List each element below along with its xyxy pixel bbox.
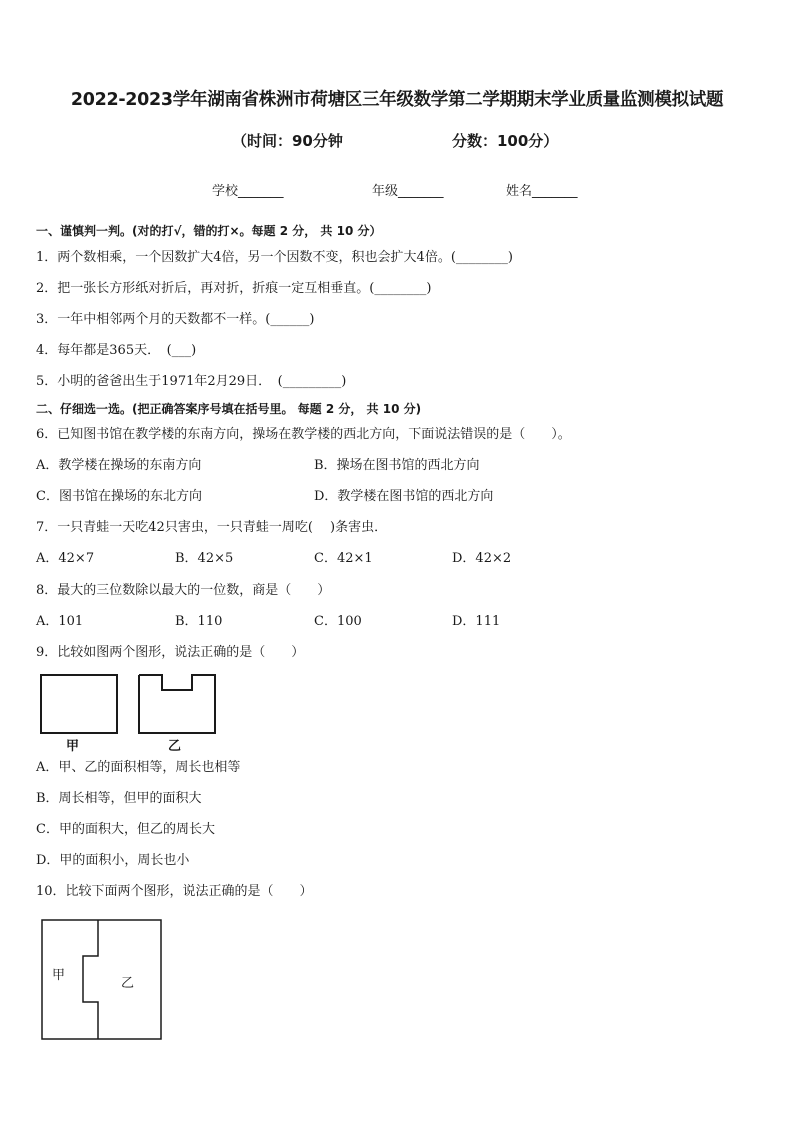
q7-option-d: D．42×2 bbox=[452, 551, 512, 566]
q9-option-b: B．周长相等，但甲的面积大 bbox=[36, 791, 202, 806]
section2-heading: 二、仔细选一选。(把正确答案序号填在括号里。 每题 2 分， 共 10 分) bbox=[36, 402, 422, 416]
q6-option-a: A．教学楼在操场的东南方向 bbox=[36, 458, 202, 473]
q8-option-c: C．100 bbox=[314, 614, 362, 629]
q7-option-b: B．42×5 bbox=[175, 551, 234, 566]
q9-option-d: D．甲的面积小，周长也小 bbox=[36, 853, 190, 868]
q6-option-b: B．操场在图书馆的西北方向 bbox=[314, 458, 480, 473]
question-8: 8．最大的三位数除以最大的一位数，商是（ ） bbox=[36, 583, 331, 598]
page-title: 2022-2023学年湖南省株洲市荷塘区三年级数学第二学期期末学业质量监测模拟试题 bbox=[70, 90, 724, 110]
question-7: 7．一只青蛙一天吃42只害虫，一只青蛙一周吃( )条害虫． bbox=[36, 520, 388, 535]
q8-option-d: D．111 bbox=[452, 614, 501, 629]
q9-shapes-figure bbox=[38, 672, 223, 736]
q9-label-yi: 乙 bbox=[168, 739, 182, 754]
school-field: 学校_______ bbox=[212, 184, 284, 199]
q9-option-a: A．甲、乙的面积相等，周长也相等 bbox=[36, 760, 241, 775]
q9-option-c: C．甲的面积大，但乙的周长大 bbox=[36, 822, 215, 837]
question-5: 5．小明的爸爸出生于1971年2月29日． (_________) bbox=[36, 374, 347, 389]
question-3: 3．一年中相邻两个月的天数都不一样。(______) bbox=[36, 312, 315, 327]
name-field: 姓名_______ bbox=[506, 184, 578, 199]
dividing-line bbox=[83, 920, 98, 1039]
question-1: 1．两个数相乘，一个因数扩大4倍，另一个因数不变，积也会扩大4倍。(________) bbox=[36, 250, 513, 265]
question-4: 4．每年都是365天． (___) bbox=[36, 343, 197, 358]
question-9: 9．比较如图两个图形，说法正确的是（ ） bbox=[36, 645, 305, 660]
question-6: 6．已知图书馆在教学楼的东南方向，操场在教学楼的西北方向，下面说法错误的是（ ）。 bbox=[36, 427, 571, 442]
q7-option-c: C．42×1 bbox=[314, 551, 373, 566]
exam-time: （时间：90分钟 bbox=[232, 132, 343, 150]
q9-label-jia: 甲 bbox=[66, 739, 80, 754]
q8-option-b: B．110 bbox=[175, 614, 223, 629]
shape-jia-rectangle bbox=[41, 675, 117, 733]
question-2: 2．把一张长方形纸对折后，再对折，折痕一定互相垂直。(________) bbox=[36, 281, 432, 296]
q10-label-jia: 甲 bbox=[52, 968, 66, 983]
question-10: 10．比较下面两个图形，说法正确的是（ ） bbox=[36, 884, 313, 899]
q7-option-a: A．42×7 bbox=[36, 551, 95, 566]
exam-score: 分数：100分） bbox=[452, 132, 559, 150]
q10-label-yi: 乙 bbox=[121, 976, 135, 991]
q6-option-d: D．教学楼在图书馆的西北方向 bbox=[314, 489, 494, 504]
shape-yi-notched bbox=[139, 675, 215, 733]
q8-option-a: A．101 bbox=[36, 614, 84, 629]
section1-heading: 一、谨慎判一判。(对的打√，错的打×。每题 2 分， 共 10 分） bbox=[36, 224, 382, 238]
q6-option-c: C．图书馆在操场的东北方向 bbox=[36, 489, 202, 504]
grade-field: 年级_______ bbox=[372, 184, 444, 199]
